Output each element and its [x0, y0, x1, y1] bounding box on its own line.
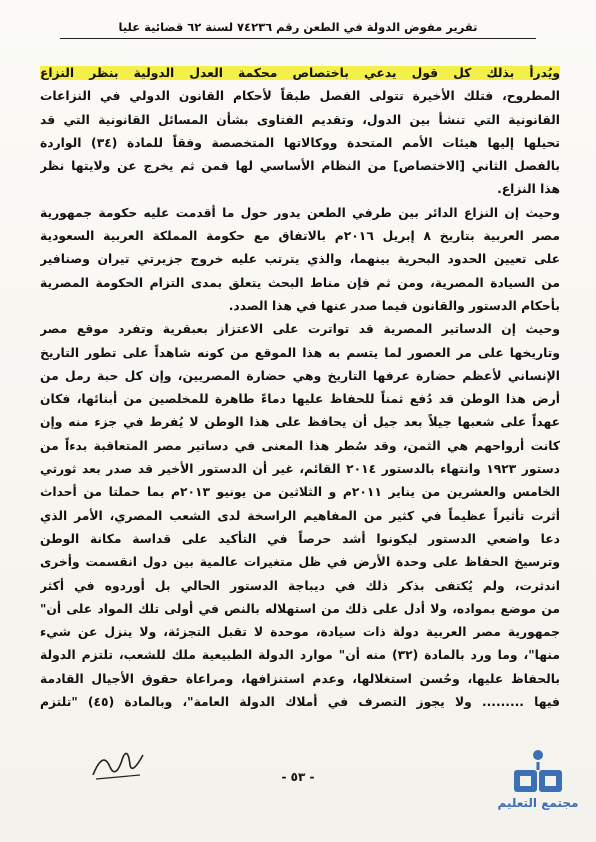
text-line: مصر العربية بتاريخ ٨ إبريل ٢٠١٦م بالاتفاق مع حكومة المملكة العربية السعودية — [40, 229, 560, 244]
page-header: تقرير مفوض الدولة في الطعن رقم ٧٤٢٣٦ لسنة ٦٢ قضائية عليا — [60, 20, 536, 39]
document-body — [40, 62, 560, 714]
text-line: عهداً على شعبها جيلاً بعد جيل أن يحافظ على هذا الوطن لا يُفرط في جزء منه وإن — [40, 415, 560, 430]
text-line: من موضع بمواده، ولا أدل على ذلك من استهلاله بالنص في أولى تلك المواد على أن" — [40, 601, 560, 616]
text-line: تحيلها إليها هيئات الأمم المتحدة ووكالاتها المتخصصة وفقاً للمادة (٣٤) الواردة — [40, 135, 560, 150]
watermark-logo — [492, 746, 584, 836]
text-line: جمهورية مصر العربية دولة ذات سيادة، موحدة لا تقبل التجزئة، ولا ينزل عن شيء — [40, 625, 560, 640]
text-line: المطروح، فتلك الأخيرة تتولى الفصل طبقاً لأحكام القانون الدولي في النزاعات — [40, 89, 560, 104]
text-line: هذا النزاع. — [497, 182, 560, 197]
text-line: من السيادة المصرية، ومن ثم فإن مناط البحث يتعلق بمدى التزام الحكومة المصرية — [40, 275, 560, 290]
page-number: - ٥٣ - — [281, 770, 315, 784]
text-line: بالفصل الثاني [الاختصاص] من النظام الأساسي لها فمن ثم يخرج عن ولايتها نظر — [40, 159, 560, 174]
text-line: وترسيخ الحفاظ على وحدة الأرض في ظل متغيرات عالمية بين دول انقسمت وأخرى — [40, 555, 560, 570]
text-line: الخامس والعشرين من يناير ٢٠١١م و الثلاثين من يونيو ٢٠١٣م بما حملتا من أحداث — [40, 485, 560, 500]
text-line: بالحفاظ عليها، وحُسن استغلالها، وعدم استنزافها، ومراعاة حقوق الأجيال القادمة — [40, 671, 560, 686]
logo-label: مجتمع التعليم — [497, 796, 579, 810]
text-line: دستور ١٩٢٣ وانتهاء بالدستور ٢٠١٤ القائم، غير أن الدستور الأخير قد صدر بعد ثورتي — [40, 462, 560, 477]
text-line — [40, 62, 560, 85]
text-line: أثرت تأثيراً عظيماً في كثير من المفاهيم الراسخة لدى الشعب المصري، الأمر الذي — [40, 508, 560, 523]
text-line: منها"، وما ورد بالمادة (٣٢) منه أن" موارد الدولة الطبيعية ملك للشعب، تلتزم الدولة — [40, 648, 560, 663]
text-line: وحيث إن الدساتير المصرية قد تواترت على الاعتزاز بعبقرية وتفرد موقع مصر — [40, 322, 560, 337]
highlighted-text: ويُدرأ بذلك كل قول يدعي باختصاص محكمة العدل الدولية بنظر النزاع — [40, 66, 560, 80]
text-line: كانت أرواحهم هي الثمن، وقد سُطر هذا المعنى في دساتير مصر المتعاقبة بدءاً من — [40, 438, 560, 453]
text-line: على تعيين الحدود البحرية بينهما، والذي يترتب عليه خروج جزيرتي تيران وصنافير — [40, 252, 560, 267]
text-line: أرض هذا الوطن قد دُفع ثمناً للحفاظ عليها دماءً طاهرة للمخلصين من أبنائها، فكان — [40, 392, 560, 407]
text-line: الإنساني لأعظم حضارة عرفها التاريخ وهي حضارة المصريين، وإن كل حبة رمل من — [40, 368, 560, 383]
text-line: وحيث إن النزاع الدائر بين طرفي الطعن يدور حول ما أقدمت عليه حكومة جمهورية — [40, 205, 560, 220]
text-line: دعا واضعي الدستور ليكونوا أشد حرصاً في التأكيد على قداسة مكانة الوطن — [40, 531, 560, 546]
text-line: القانونية التي تنشأ بين الدول، وتقديم الفتاوى بشأن المسائل القانونية التي قد — [40, 112, 560, 127]
text-line: وتاريخها على مر العصور لما يتسم به هذا الموقع من كونه شاهداً على تطور التاريخ — [40, 345, 560, 360]
text-line: اندثرت، ولم يُكتفى بذكر ذلك في ديباجة الدستور الحالي بل أوردوه في أكثر — [40, 578, 560, 593]
text-line: بأحكام الدستور والقانون فيما صدر عنها في هذا الصدد. — [228, 298, 560, 313]
text-line: فيها ......... ولا يجوز التصرف في أملاك الدولة العامة"، وبالمادة (٤٥) "تلتزم — [40, 695, 560, 710]
book-icon — [508, 746, 568, 794]
